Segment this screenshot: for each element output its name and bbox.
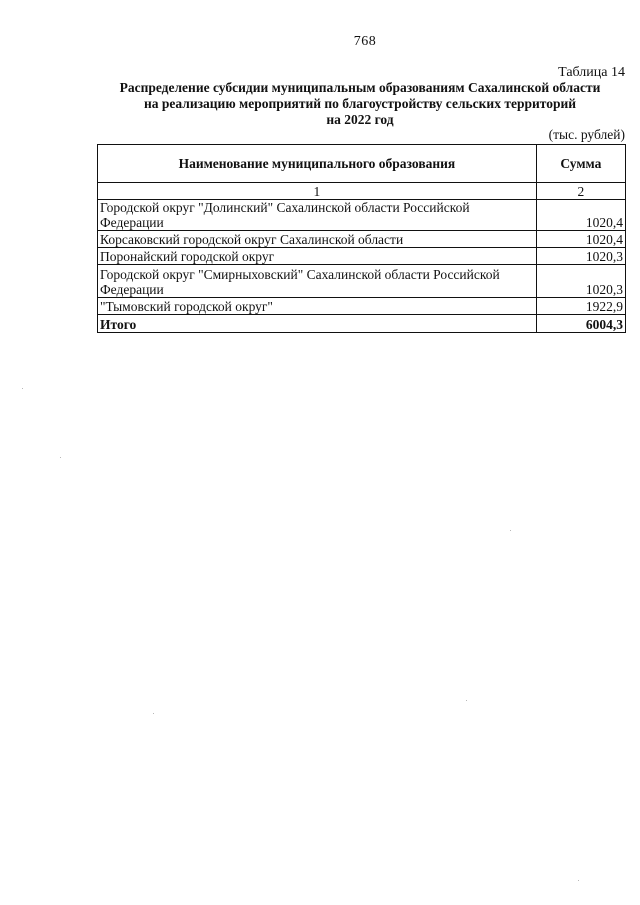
table-header-row	[98, 145, 626, 183]
total-amount: 6004,3	[536, 315, 625, 333]
amount-cell: 1020,4	[536, 231, 625, 248]
municipality-name: Поронайский городской округ	[98, 248, 537, 265]
scan-speckle	[510, 530, 511, 531]
scan-speckle	[466, 700, 467, 701]
amount-cell: 1020,3	[536, 248, 625, 265]
header-amount: Сумма	[536, 145, 625, 183]
table-row	[98, 231, 626, 248]
scan-speckle	[578, 880, 579, 881]
title-line: на 2022 год	[326, 112, 394, 127]
title-line: на реализацию мероприятий по благоустройству сельских территорий	[143, 96, 577, 111]
header-municipality: Наименование муниципального образования	[98, 145, 537, 183]
table-row	[98, 248, 626, 265]
title-line: Распределение субсидии муниципальным образованиям Сахалинской области	[119, 80, 601, 95]
amount-cell: 1020,4	[536, 200, 625, 231]
column-number: 2	[536, 183, 625, 200]
table-label: Таблица 14	[558, 65, 625, 80]
unit-note: (тыс. рублей)	[548, 127, 625, 142]
total-row	[98, 315, 626, 333]
table-row	[98, 298, 626, 315]
column-number-row	[98, 183, 626, 200]
municipality-name: Городской округ "Долинский" Сахалинской области Российской Федерации	[98, 200, 537, 231]
page-number: 768	[353, 34, 377, 49]
scan-speckle	[22, 388, 23, 389]
allocation-table	[97, 144, 626, 333]
scan-speckle	[153, 713, 154, 714]
table-row	[98, 200, 626, 231]
municipality-name: Корсаковский городской округ Сахалинской области	[98, 231, 537, 248]
document-title	[110, 80, 610, 128]
total-label: Итого	[98, 315, 537, 333]
amount-cell: 1922,9	[536, 298, 625, 315]
amount-cell: 1020,3	[536, 265, 625, 298]
municipality-name: Городской округ "Смирныховский" Сахалинской области Российской Федерации	[98, 265, 537, 298]
scan-speckle	[60, 457, 61, 458]
table-row	[98, 265, 626, 298]
municipality-name: "Тымовский городской округ"	[98, 298, 537, 315]
column-number: 1	[98, 183, 537, 200]
